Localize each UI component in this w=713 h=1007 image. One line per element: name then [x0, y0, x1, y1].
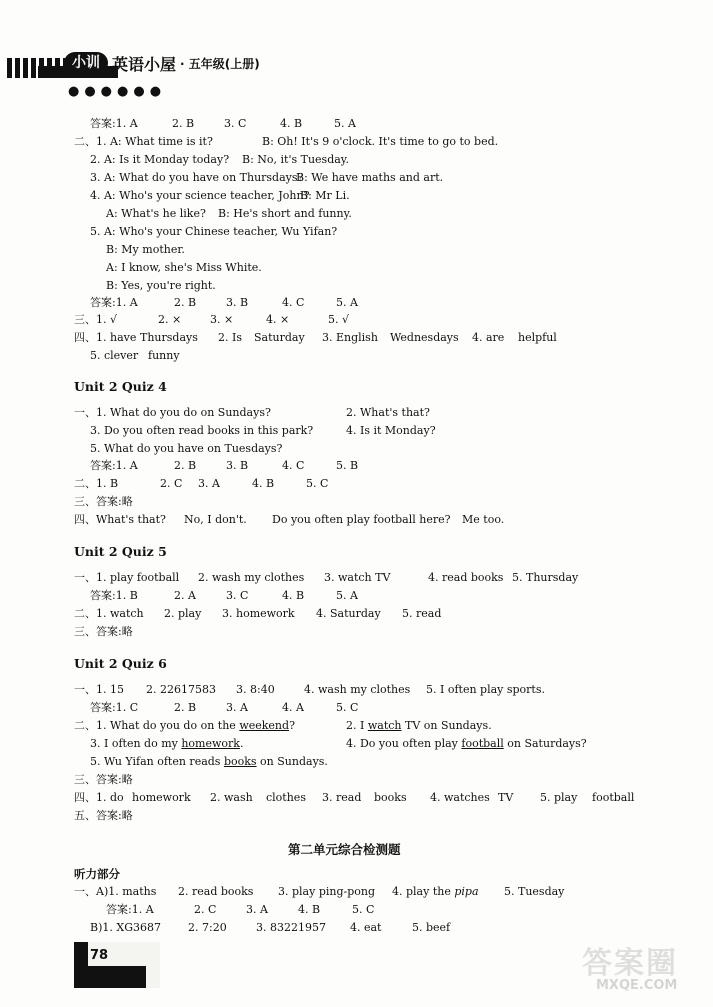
quiz4-line-3: 5. What do you have on Tuesdays?	[90, 442, 283, 455]
quiz6-q4: 四、1. do homework 2. wash clothes 3. read books 4. watches TV 5. play football	[74, 791, 635, 804]
quiz6-title: Unit 2 Quiz 6	[74, 656, 167, 671]
q2-line-4: 4. A: Who's your science teacher, John?B: Mr Li.	[90, 189, 350, 202]
quiz6-q5: 五、答案:略	[74, 809, 133, 822]
q2-line-3: 3. A: What do you have on Thursdays?B: We have maths and art.	[90, 171, 444, 184]
unit-test-b-row: B)1. XG3687 2. 7:20 3. 83221957 4. eat 5. beef	[90, 921, 451, 934]
quiz4-answers: 答案:1. A 2. B 3. B 4. C 5. B	[90, 459, 359, 472]
quiz4-q2: 二、1. B 2. C 3. A 4. B 5. C	[74, 477, 329, 490]
header-subtitle: · 五年级(上册)	[180, 57, 260, 71]
quiz4-line-2: 3. Do you often read books in this park? 4. Is it Monday?	[90, 424, 436, 437]
quiz6-q3: 三、答案:略	[74, 773, 133, 786]
q2-line-5c: A: I know, she's Miss White.	[106, 261, 262, 274]
answers-row-2: 答案:1. A 2. B 3. B 4. C 5. A	[90, 296, 358, 309]
unit-test-a-answers: 答案:1. A 2. C 3. A 4. B 5. C	[106, 903, 375, 916]
quiz4-title: Unit 2 Quiz 4	[74, 379, 167, 394]
header-logo: 小训	[64, 52, 108, 74]
quiz5-q3: 三、答案:略	[74, 625, 133, 638]
q2-line-5d: B: Yes, you're right.	[106, 279, 216, 292]
quiz4-q4: 四、What's that? No, I don't. Do you often play football here? Me too.	[74, 513, 505, 526]
q3-row: 三、1. √ 2. × 3. × 4. × 5. √	[74, 313, 350, 326]
footer-bar	[74, 966, 146, 988]
quiz6-q2-5: 5. Wu Yifan often reads books on Sundays.	[90, 755, 328, 768]
q4-row-b: 5. clever funny	[90, 349, 180, 362]
quiz5-line-1: 一、1. play football 2. wash my clothes 3. watch TV 4. read books 5. Thursday	[74, 571, 579, 584]
quiz5-title: Unit 2 Quiz 5	[74, 544, 167, 559]
q2-line-4b: A: What's he like? B: He's short and funny.	[106, 207, 352, 220]
q2-line-1: 二、1. A: What time is it? B: Oh! It's 9 o'clock. It's time to go to bed.	[74, 135, 499, 148]
unit-test-a-row: 一、A)1. maths 2. read books 3. play ping-pong 4. play the pipa 5. Tuesday	[74, 885, 565, 898]
quiz6-q2-1: 二、1. What do you do on the weekend?	[74, 719, 295, 732]
q4-row: 四、1. have Thursdays 2. Is Saturday 3. English Wednesdays 4. are helpful	[74, 331, 557, 344]
answers-row: 答案:1. A 2. B 3. C 4. B 5. A	[90, 117, 356, 130]
quiz6-q2-3: 3. I often do my homework.	[90, 737, 244, 750]
quiz6-q2-2: 2. I watch TV on Sundays.	[346, 719, 492, 732]
quiz6-answers: 答案:1. C 2. B 3. A 4. A 5. C	[90, 701, 359, 714]
quiz6-q2-4: 4. Do you often play football on Saturdays?	[346, 737, 587, 750]
quiz4-q3: 三、答案:略	[74, 495, 133, 508]
page-number: 78	[90, 948, 109, 963]
quiz5-answers: 答案:1. B 2. A 3. C 4. B 5. A	[90, 589, 358, 602]
q2-line-5b: B: My mother.	[106, 243, 185, 256]
watermark-logo: 答案圈	[582, 946, 678, 981]
quiz6-line-1: 一、1. 15 2. 22617583 3. 8:40 4. wash my clothes 5. I often play sports.	[74, 683, 545, 696]
header-title: 英语小屋	[112, 55, 177, 74]
q2-line-5: 5. A: Who's your Chinese teacher, Wu Yifan?	[90, 225, 338, 238]
watermark-url: MXQE.COM	[596, 978, 678, 993]
quiz5-q2: 二、1. watch 2. play 3. homework 4. Saturday 5. read	[74, 607, 442, 620]
q2-line-2: 2. A: Is it Monday today? B: No, it's Tuesday.	[90, 153, 350, 166]
header-dots: ●●●●●●	[68, 84, 167, 99]
unit-test-title: 第二单元综合检测题	[288, 842, 401, 857]
listening-heading: 听力部分	[74, 867, 120, 881]
quiz4-line-1: 一、1. What do you do on Sundays? 2. What's that?	[74, 406, 430, 419]
